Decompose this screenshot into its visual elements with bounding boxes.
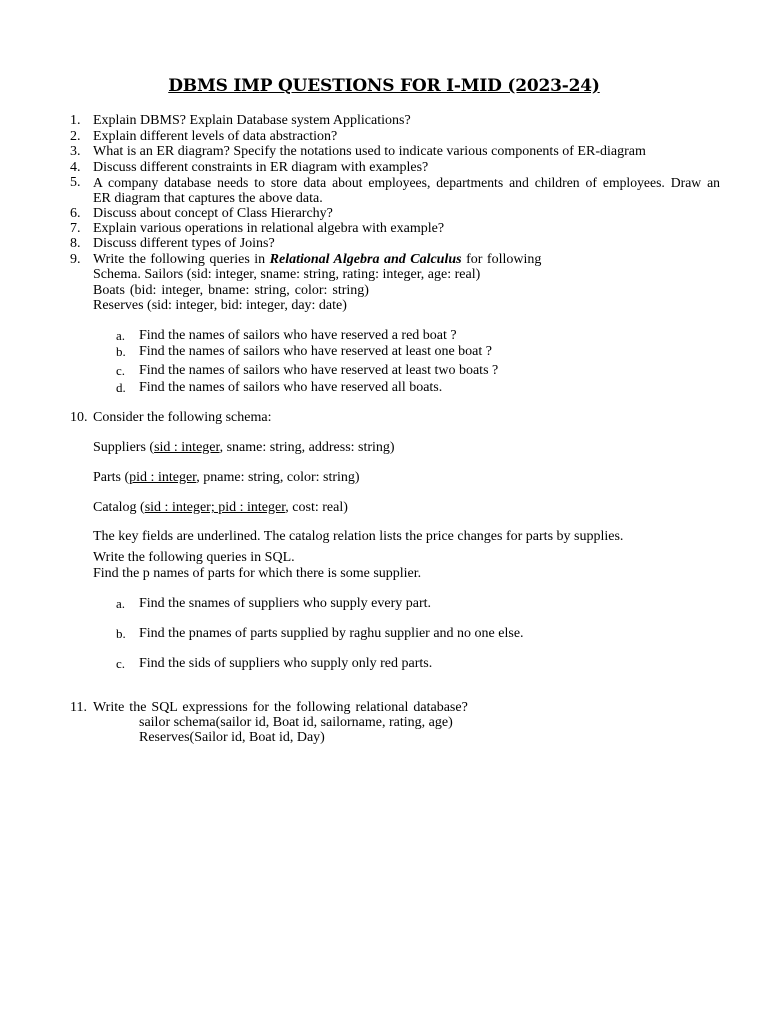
question-text: Discuss different constraints in ER diagram with examples?	[93, 160, 429, 175]
key-fields-note: The key fields are underlined. The catalog relation lists the price changes for parts by supplies.	[93, 529, 624, 544]
question-text: Consider the following schema:	[93, 410, 272, 425]
question-text: Explain different levels of data abstraction?	[93, 129, 338, 144]
sub-question-text: Find the pnames of parts supplied by raghu supplier and no one else.	[139, 626, 524, 641]
question-text: Write the SQL expressions for the following relational database?	[93, 700, 468, 715]
sub-question-label: a.	[116, 328, 126, 343]
sub-question-label: d.	[116, 380, 126, 395]
key-field: pid : integer	[129, 470, 197, 485]
key-field: sid : integer; pid : integer	[144, 500, 286, 515]
schema-suppliers: Suppliers (sid : integer, sname: string, address: string)	[93, 440, 395, 455]
question-text: Explain various operations in relational algebra with example?	[93, 221, 445, 236]
question-text-suffix: for following	[461, 252, 542, 267]
emphasis-text: Relational Algebra and Calculus	[269, 252, 462, 267]
question-number: 8.	[70, 236, 81, 251]
question-number: 6.	[70, 206, 81, 221]
schema-line: Schema. Sailors (sid: integer, sname: string, rating: integer, age: real)	[93, 267, 481, 282]
schema-line: Reserves (sid: integer, bid: integer, day: date)	[93, 298, 347, 313]
instruction-line: Find the p names of parts for which there is some supplier.	[93, 566, 422, 581]
sub-question-text: Find the names of sailors who have reserved at least two boats ?	[139, 363, 499, 378]
sub-question-label: a.	[116, 596, 126, 611]
sub-question-text: Find the snames of suppliers who supply every part.	[139, 596, 432, 611]
question-number: 7.	[70, 221, 81, 236]
key-field: sid : integer	[154, 440, 220, 455]
schema-line: Reserves(Sailor id, Boat id, Day)	[139, 730, 325, 745]
sub-question-label: b.	[116, 344, 126, 359]
question-text-line-2: ER diagram that captures the above data.	[93, 191, 323, 206]
question-text	[93, 252, 563, 268]
schema-catalog: Catalog (sid : integer; pid : integer, cost: real)	[93, 500, 348, 515]
question-number: 9.	[70, 252, 81, 267]
schema-parts: Parts (pid : integer, pname: string, color: string)	[93, 470, 360, 485]
sub-question-text: Find the sids of suppliers who supply only red parts.	[139, 656, 433, 671]
question-text: Explain DBMS? Explain Database system Applications?	[93, 113, 411, 128]
schema-line: sailor schema(sailor id, Boat id, sailorname, rating, age)	[139, 715, 453, 730]
question-text: Discuss about concept of Class Hierarchy?	[93, 206, 333, 221]
question-text: Discuss different types of Joins?	[93, 236, 275, 251]
question-number: 10.	[70, 410, 88, 425]
instruction-line: Write the following queries in SQL.	[93, 550, 295, 565]
sub-question-label: c.	[116, 363, 126, 378]
sub-question-text: Find the names of sailors who have reserved all boats.	[139, 380, 443, 395]
question-number: 3.	[70, 144, 81, 159]
sub-question-label: c.	[116, 656, 126, 671]
sub-question-text: Find the names of sailors who have reserved a red boat ?	[139, 328, 457, 343]
question-text-prefix: Write the following queries in	[93, 252, 270, 267]
question-number: 5.	[70, 175, 81, 190]
question-number: 11.	[70, 700, 87, 715]
question-text: What is an ER diagram? Specify the notations used to indicate various components of ER-diagram	[93, 144, 646, 159]
question-number: 2.	[70, 129, 81, 144]
page-title: DBMS IMP QUESTIONS FOR I-MID (2023-24)	[168, 76, 600, 96]
question-number: 4.	[70, 160, 81, 175]
sub-question-text: Find the names of sailors who have reserved at least one boat ?	[139, 344, 493, 359]
sub-question-label: b.	[116, 626, 126, 641]
schema-line: Boats (bid: integer, bname: string, color: string)	[93, 283, 369, 298]
question-number: 1.	[70, 113, 81, 128]
question-text-line-1: A company database needs to store data about employees, departments and children of employees. Draw an	[93, 175, 720, 190]
